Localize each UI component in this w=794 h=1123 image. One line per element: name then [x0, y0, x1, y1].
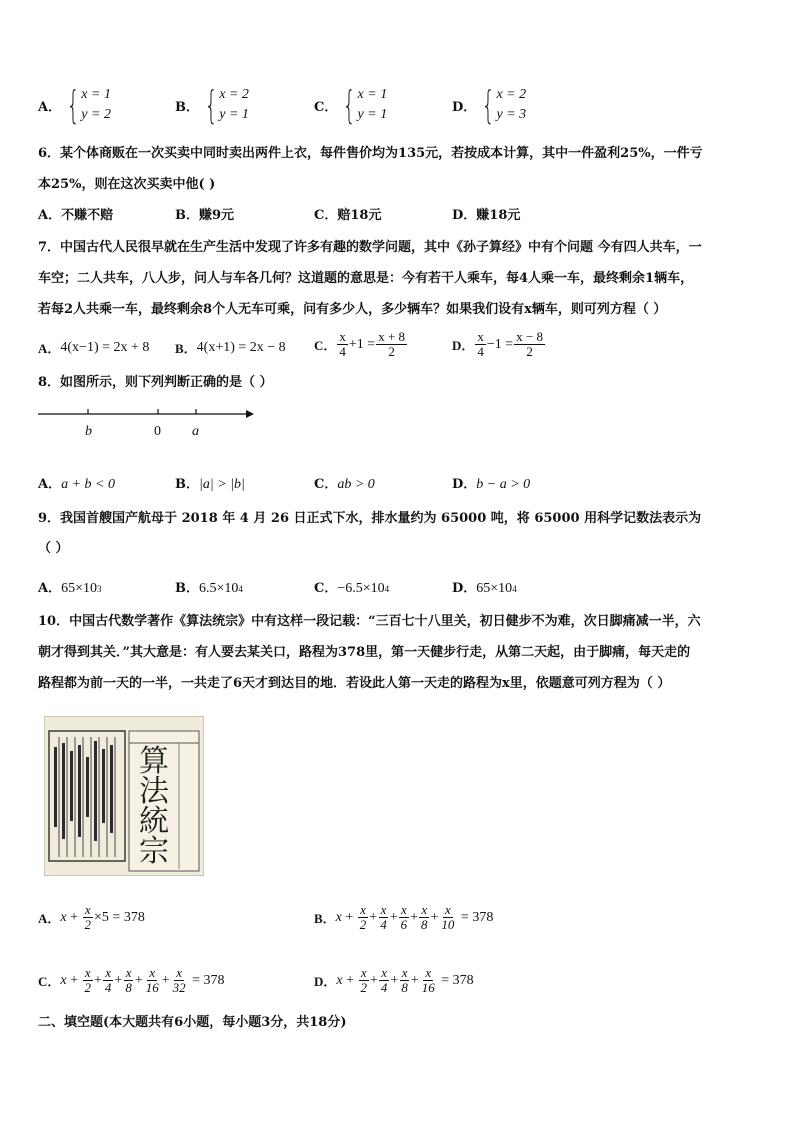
option-label: B． — [175, 341, 197, 356]
q6-option-d: D．赚18元 — [452, 208, 521, 223]
option-label: C． — [38, 974, 61, 989]
book-page-lines — [45, 717, 203, 875]
sci-exponent: 4 — [238, 584, 243, 594]
brace-icon: { — [481, 83, 496, 127]
q9-option-b — [175, 577, 243, 597]
equation-rhs: = 378 — [112, 909, 145, 925]
equation-line: y = 3 — [496, 107, 527, 122]
option-label: B． — [175, 99, 199, 115]
q10-option-c: C． x + $\frac{x}{2}$ + $\frac{x}{4}$ + $\frac{x}{8}$ + $\frac{x}{16}$ + $\frac{x}{32}$ = 378 — [38, 965, 225, 995]
equation: 4(x+1) = 2x − 8 — [196, 339, 286, 355]
fraction: $\frac{x}{4}$ — [339, 329, 346, 359]
sci-base: 6.5×10 — [199, 581, 239, 596]
equation: 4(x−1) = 2x + 8 — [60, 339, 150, 355]
option-label: A． — [38, 477, 62, 492]
option-label: B． — [314, 911, 336, 926]
q9-option-d — [452, 577, 517, 597]
equation-line: x = 2 — [219, 87, 249, 102]
equation-rhs: = 378 — [192, 972, 225, 988]
q8-option-c — [314, 473, 375, 493]
q9-option-c — [314, 577, 389, 597]
fraction: $\frac{x + 8}{2}$ — [378, 329, 406, 359]
expression: |a| > |b| — [199, 477, 245, 492]
tick-label-0: 0 — [154, 424, 161, 439]
book-cover-image — [44, 716, 204, 876]
arrow-icon — [246, 410, 254, 418]
option-label: D． — [452, 99, 477, 115]
fraction: $\frac{x}{4}$ — [477, 329, 484, 359]
equation-rhs: = 378 — [460, 909, 494, 925]
section-title: 二、填空题(本大题共有6小题，每小题3分，共18分) — [38, 1015, 347, 1030]
equation-line: x = 1 — [81, 87, 111, 102]
q7-option-d — [452, 330, 546, 359]
q10-option-b: B． x + $\frac{x}{2}$ + $\frac{x}{4}$ + $\frac{x}{6}$ + $\frac{x}{8}$ + $\frac{x}{10}$ = 378 — [314, 902, 494, 932]
tick-label-a: a — [192, 424, 199, 439]
q10-stem-line2: 朝才得到其关．”其大意是：有人要去某关口，路程为378里，第一天健步行走，从第二天起，由于脚痛，每天走的 — [38, 645, 691, 660]
book-title: 算法統宗 — [139, 744, 169, 869]
q6-option-b: B．赚9元 — [175, 208, 235, 223]
q7-stem-line1: 7．中国古代人民很早就在生产生活中发现了许多有趣的数学问题，其中《孙子算经》中有个问题 今有四人共车，一 — [38, 240, 702, 255]
option-label: A． — [38, 911, 61, 926]
option-label: A． — [38, 99, 62, 115]
q8-stem: 8．如图所示，则下列判断正确的是（ ） — [38, 375, 273, 390]
q7-option-b — [175, 338, 286, 357]
option-label: D． — [314, 974, 337, 989]
option-label: B． — [175, 581, 199, 596]
equation-part: +1 = — [348, 336, 376, 352]
option-label: A． — [38, 581, 62, 596]
sci-base: 65×10 — [61, 581, 97, 596]
q10-stem-line1: 10．中国古代数学著作《算法统宗》中有这样一段记载：“三百七十八里关，初日健步不为难，次日脚痛减一半，六 — [38, 614, 701, 629]
equation-line: x = 1 — [357, 87, 388, 102]
q10-option-d: D． x + $\frac{x}{2}$ + $\frac{x}{4}$ + $\frac{x}{8}$ + $\frac{x}{16}$ = 378 — [314, 965, 474, 995]
brace-icon: { — [66, 83, 80, 127]
expression: a + b < 0 — [61, 477, 115, 492]
option-label: B． — [175, 477, 199, 492]
equation-rhs: = 378 — [441, 972, 474, 988]
q5-option-c — [314, 83, 388, 127]
sci-exponent: 4 — [512, 584, 517, 594]
brace-icon: { — [342, 83, 357, 127]
sci-base: 65×10 — [476, 581, 513, 596]
q5-option-b — [175, 83, 249, 127]
q8-option-b — [175, 473, 245, 493]
equation-line: y = 1 — [357, 107, 388, 122]
sci-exponent: 3 — [97, 584, 102, 594]
q7-option-c — [314, 330, 408, 359]
expression: ab > 0 — [337, 477, 375, 492]
equation-part: −1 = — [486, 336, 514, 352]
q10-option-a: A． x + $\frac{x}{2}$ ×5 = 378 — [38, 902, 145, 932]
brace-icon: { — [204, 83, 218, 127]
q7-stem-line2: 车空；二人共车，八人步，问人与车各几何？这道题的意思是：今有若干人乘车，每4人乘一车，最终剩余1辆车， — [38, 271, 694, 286]
option-label: A． — [38, 341, 61, 356]
q5-option-a — [38, 83, 111, 127]
q7-option-a — [38, 338, 149, 357]
q10-stem-line3: 路程都为前一天的一半，一共走了6天才到达目的地．若设此人第一天走的路程为x里，依题意可列方程为（ ） — [38, 676, 671, 691]
sci-base: −6.5×10 — [337, 581, 385, 596]
expression: b − a > 0 — [476, 477, 531, 492]
equation-line: y = 2 — [81, 107, 111, 122]
fraction: $\frac{x - 8}{2}$ — [516, 329, 544, 359]
q6-stem-line1: 6．某个体商贩在一次买卖中同时卖出两件上衣，每件售价均为135元，若按成本计算，其中一件盈利25%，一件亏 — [38, 146, 703, 161]
q8-option-d — [452, 473, 530, 493]
option-label: C． — [314, 99, 338, 115]
q9-stem-line1: 9．我国首艘国产航母于 2018 年 4 月 26 日正式下水，排水量约为 65000 吨，将 65000 用科学记数法表示为 — [38, 511, 702, 526]
option-label: C． — [314, 338, 337, 353]
option-label: C． — [314, 477, 338, 492]
option-label: C． — [314, 581, 338, 596]
option-label: D． — [452, 338, 475, 353]
equation-line: y = 1 — [219, 107, 249, 122]
q6-stem-line2: 本25%，则在这次买卖中他( ) — [38, 177, 216, 192]
number-line — [36, 404, 256, 444]
tick-label-b: b — [85, 424, 92, 439]
q8-option-a — [38, 473, 115, 493]
equation-line: x = 2 — [496, 87, 527, 102]
option-label: D． — [452, 477, 477, 492]
option-label: D． — [452, 581, 477, 596]
q6-option-a: A．不赚不赔 — [38, 208, 114, 223]
q5-option-d — [452, 83, 527, 127]
q9-option-a — [38, 577, 102, 597]
q7-stem-line3: 若每2人共乘一车，最终剩余8个人无车可乘，问有多少人，多少辆车？如果我们设有x辆车，则可列方程（ ） — [38, 302, 667, 317]
q9-stem-line2: （ ） — [38, 541, 69, 556]
q6-option-c: C．赔18元 — [314, 208, 382, 223]
sci-exponent: 4 — [384, 584, 390, 594]
